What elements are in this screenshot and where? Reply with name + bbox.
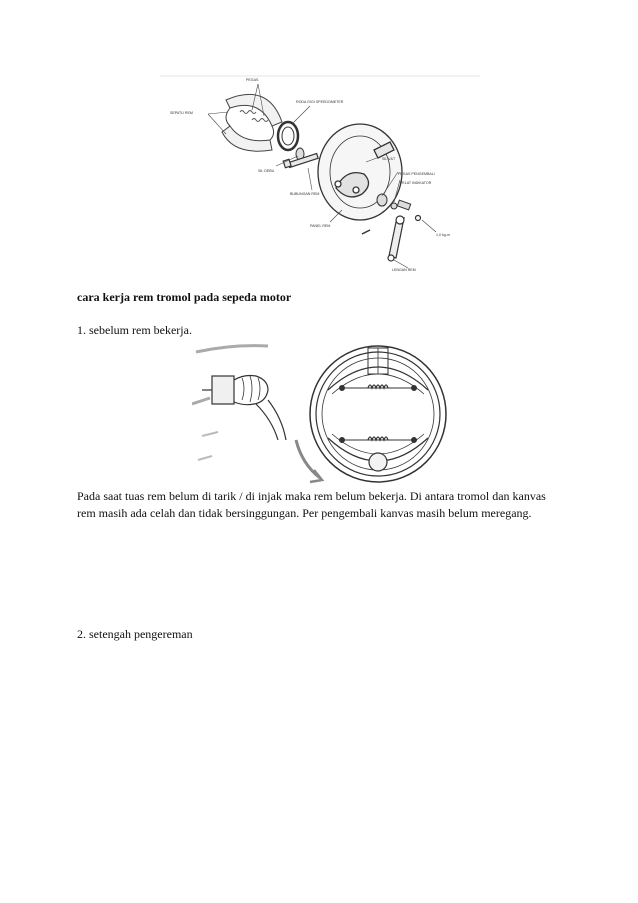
- label-lengan-rem: LENGAN REM: [392, 268, 416, 272]
- label-sil-debu: SIL DEBU: [258, 169, 275, 173]
- step-1-caption: 1. sebelum rem bekerja.: [77, 323, 192, 337]
- label-roda-gigi: RODA GIGI SPEEDOMETER: [296, 100, 344, 104]
- label-sil-vet: SIL V&T: [382, 157, 396, 161]
- exploded-brake-diagram: [160, 72, 480, 272]
- label-pegas-pengembali: PEGAS PENGEMBALI: [398, 172, 435, 176]
- label-pegas: PEGAS: [246, 78, 259, 82]
- label-torque: 1,0 kg-m: [436, 233, 450, 237]
- speedometer-gear-part: [278, 122, 298, 150]
- hand-lever-drawing: [192, 346, 286, 460]
- brake-state-illustration: [192, 344, 448, 484]
- label-sepatu-rem: SEPATU REM: [170, 111, 193, 115]
- step-2-caption: 2. setengah pengereman: [77, 627, 193, 641]
- label-bubungan-rem: BUBUNGAN REM: [290, 192, 320, 196]
- brake-arm-part: [362, 216, 421, 262]
- label-pelat-indikator: PELAT INDIKATOR: [400, 181, 432, 185]
- label-panel-rem: PANEL REM: [310, 224, 331, 228]
- brake-panel-part: [318, 124, 402, 220]
- brake-drum-drawing: [310, 346, 446, 482]
- section-heading: cara kerja rem tromol pada sepeda motor: [77, 290, 292, 304]
- brake-shoes-part: [222, 94, 282, 151]
- explanation-paragraph: Pada saat tuas rem belum di tarik / di injak maka rem belum bekerja. Di antara tromol dan kanvas rem masih ada celah dan tidak bersinggungan. Per pengembali kanvas masih belum meregang.: [77, 489, 546, 520]
